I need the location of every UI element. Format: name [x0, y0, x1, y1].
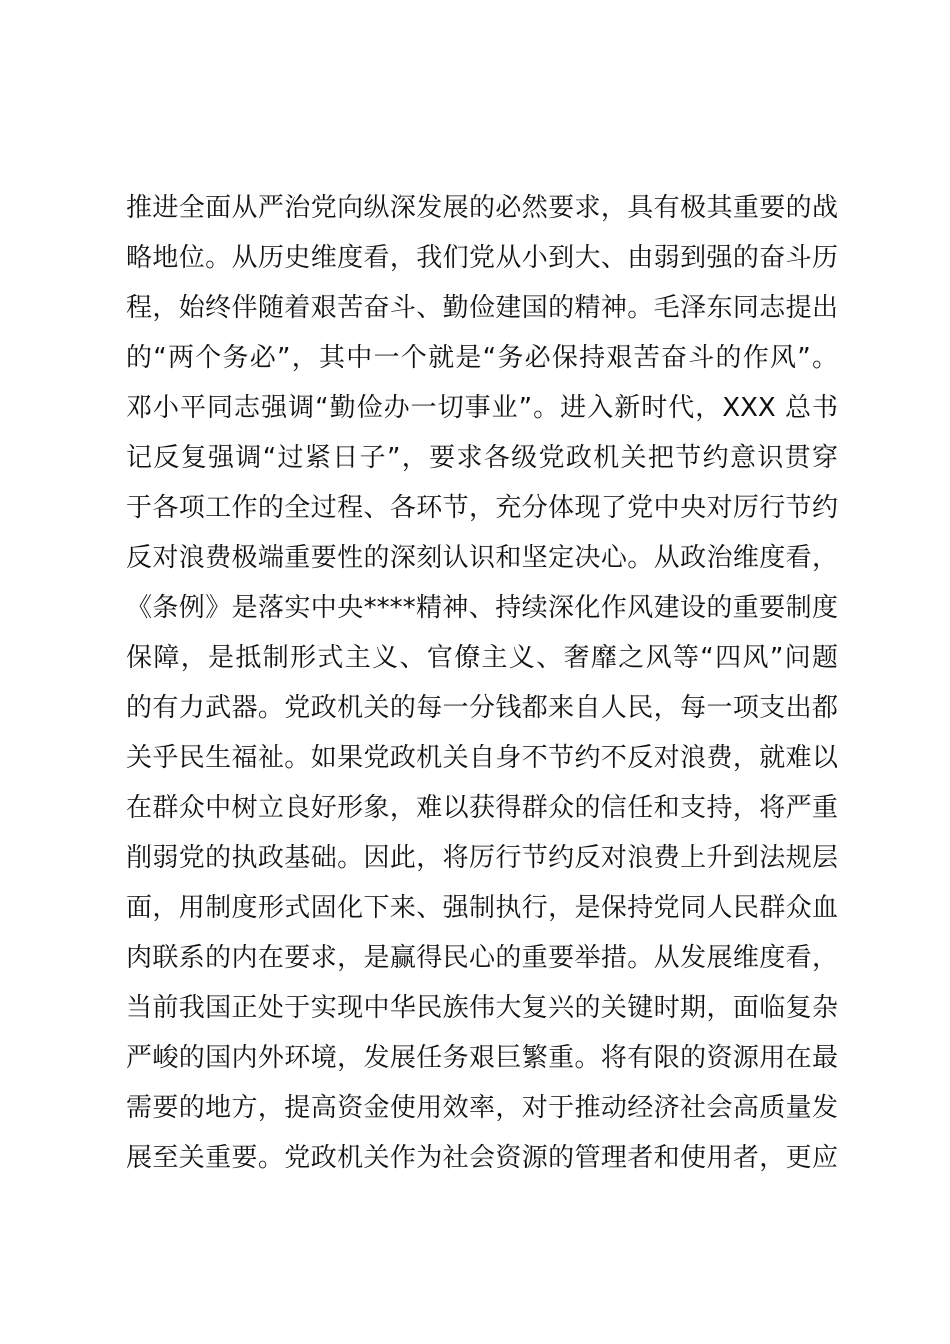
text-line: 《条例》是落实中央****精神、持续深化作风建设的重要制度 — [126, 593, 838, 623]
text-line: 反对浪费极端重要性的深刻认识和坚定决心。从政治维度看， — [126, 543, 838, 573]
text-line: 略地位。从历史维度看，我们党从小到大、由弱到强的奋斗历 — [126, 243, 838, 273]
text-line: 记反复强调“过紧日子”，要求各级党政机关把节约意识贯穿 — [126, 443, 838, 473]
text-line: 削弱党的执政基础。因此，将厉行节约反对浪费上升到法规层 — [126, 843, 838, 873]
text-line: 邓小平同志强调“勤俭办一切事业”。进入新时代，XXX 总书 — [126, 393, 838, 423]
text-line: 关乎民生福祉。如果党政机关自身不节约不反对浪费，就难以 — [126, 743, 838, 773]
text-line: 的“两个务必”，其中一个就是“务必保持艰苦奋斗的作风”。 — [126, 343, 838, 373]
text-line: 保障，是抵制形式主义、官僚主义、奢靡之风等“四风”问题 — [126, 643, 838, 673]
text-line: 程，始终伴随着艰苦奋斗、勤俭建国的精神。毛泽东同志提出 — [126, 293, 838, 323]
text-line: 展至关重要。党政机关作为社会资源的管理者和使用者，更应 — [126, 1143, 838, 1173]
text-line: 在群众中树立良好形象，难以获得群众的信任和支持，将严重 — [126, 793, 838, 823]
text-line: 当前我国正处于实现中华民族伟大复兴的关键时期，面临复杂 — [126, 993, 838, 1023]
document-body — [126, 183, 838, 1183]
text-line: 面，用制度形式固化下来、强制执行，是保持党同人民群众血 — [126, 893, 838, 923]
text-line: 的有力武器。党政机关的每一分钱都来自人民，每一项支出都 — [126, 693, 838, 723]
text-line: 于各项工作的全过程、各环节，充分体现了党中央对厉行节约 — [126, 493, 838, 523]
text-line: 严峻的国内外环境，发展任务艰巨繁重。将有限的资源用在最 — [126, 1043, 838, 1073]
text-line: 肉联系的内在要求，是赢得民心的重要举措。从发展维度看， — [126, 943, 838, 973]
text-line: 推进全面从严治党向纵深发展的必然要求，具有极其重要的战 — [126, 193, 838, 223]
text-line: 需要的地方，提高资金使用效率，对于推动经济社会高质量发 — [126, 1093, 838, 1123]
